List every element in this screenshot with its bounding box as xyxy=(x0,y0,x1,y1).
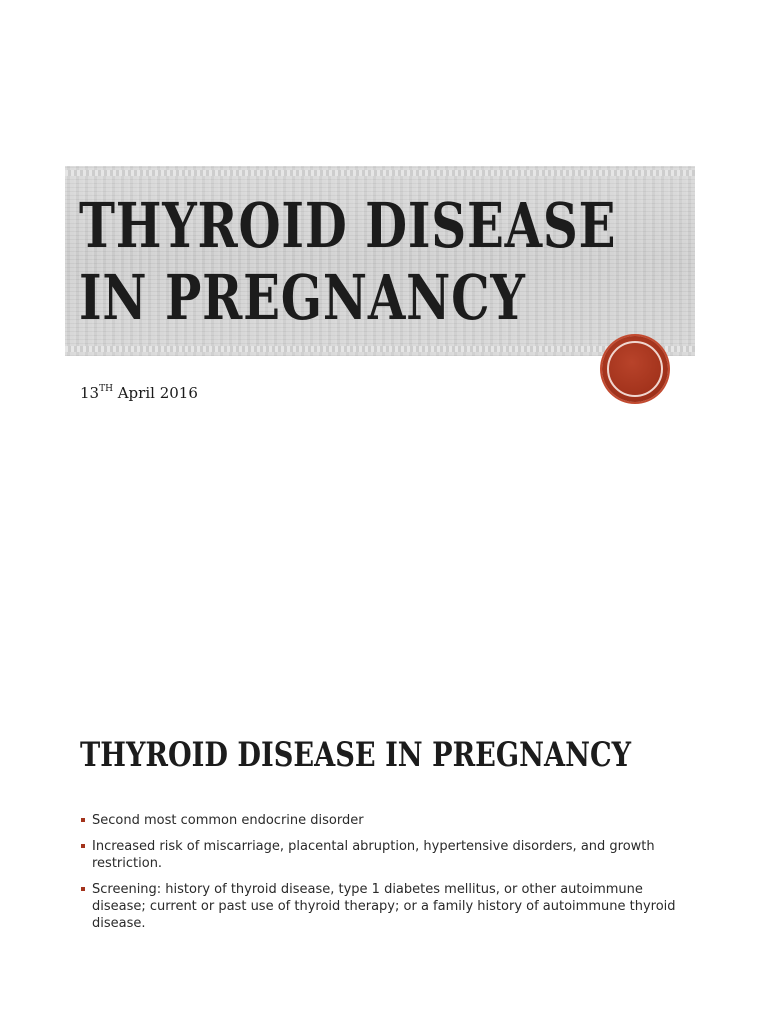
square-bullet-icon xyxy=(81,844,85,848)
date-ordinal-suffix: TH xyxy=(99,384,113,394)
list-item xyxy=(80,838,680,872)
badge-ring xyxy=(607,341,663,397)
date-day: 13 xyxy=(80,384,100,402)
bullet-list xyxy=(80,812,680,941)
content-slide-title: THYROID DISEASE IN PREGNANCY xyxy=(80,735,632,775)
content-slide xyxy=(0,512,768,1024)
bullet-text: Second most common endocrine disorder xyxy=(92,813,364,828)
bullet-text: Increased risk of miscarriage, placental abruption, hypertensive disorders, and growth restriction. xyxy=(92,839,655,871)
title-banner xyxy=(65,166,695,356)
square-bullet-icon xyxy=(81,818,85,822)
red-circle-badge-icon xyxy=(602,336,668,402)
list-item xyxy=(80,881,680,932)
list-item xyxy=(80,812,680,829)
date-month-year: April 2016 xyxy=(112,384,198,402)
square-bullet-icon xyxy=(81,887,85,891)
slide-title: THYROID DISEASE IN PREGNANCY xyxy=(79,189,617,334)
banner-bottom-edge xyxy=(65,346,695,352)
presentation-date xyxy=(80,384,198,402)
banner-top-edge xyxy=(65,170,695,176)
bullet-text: Screening: history of thyroid disease, type 1 diabetes mellitus, or other autoimmune disease; current or past use of thyroid therapy; or a family history of autoimmune thyroid disease. xyxy=(92,882,676,931)
